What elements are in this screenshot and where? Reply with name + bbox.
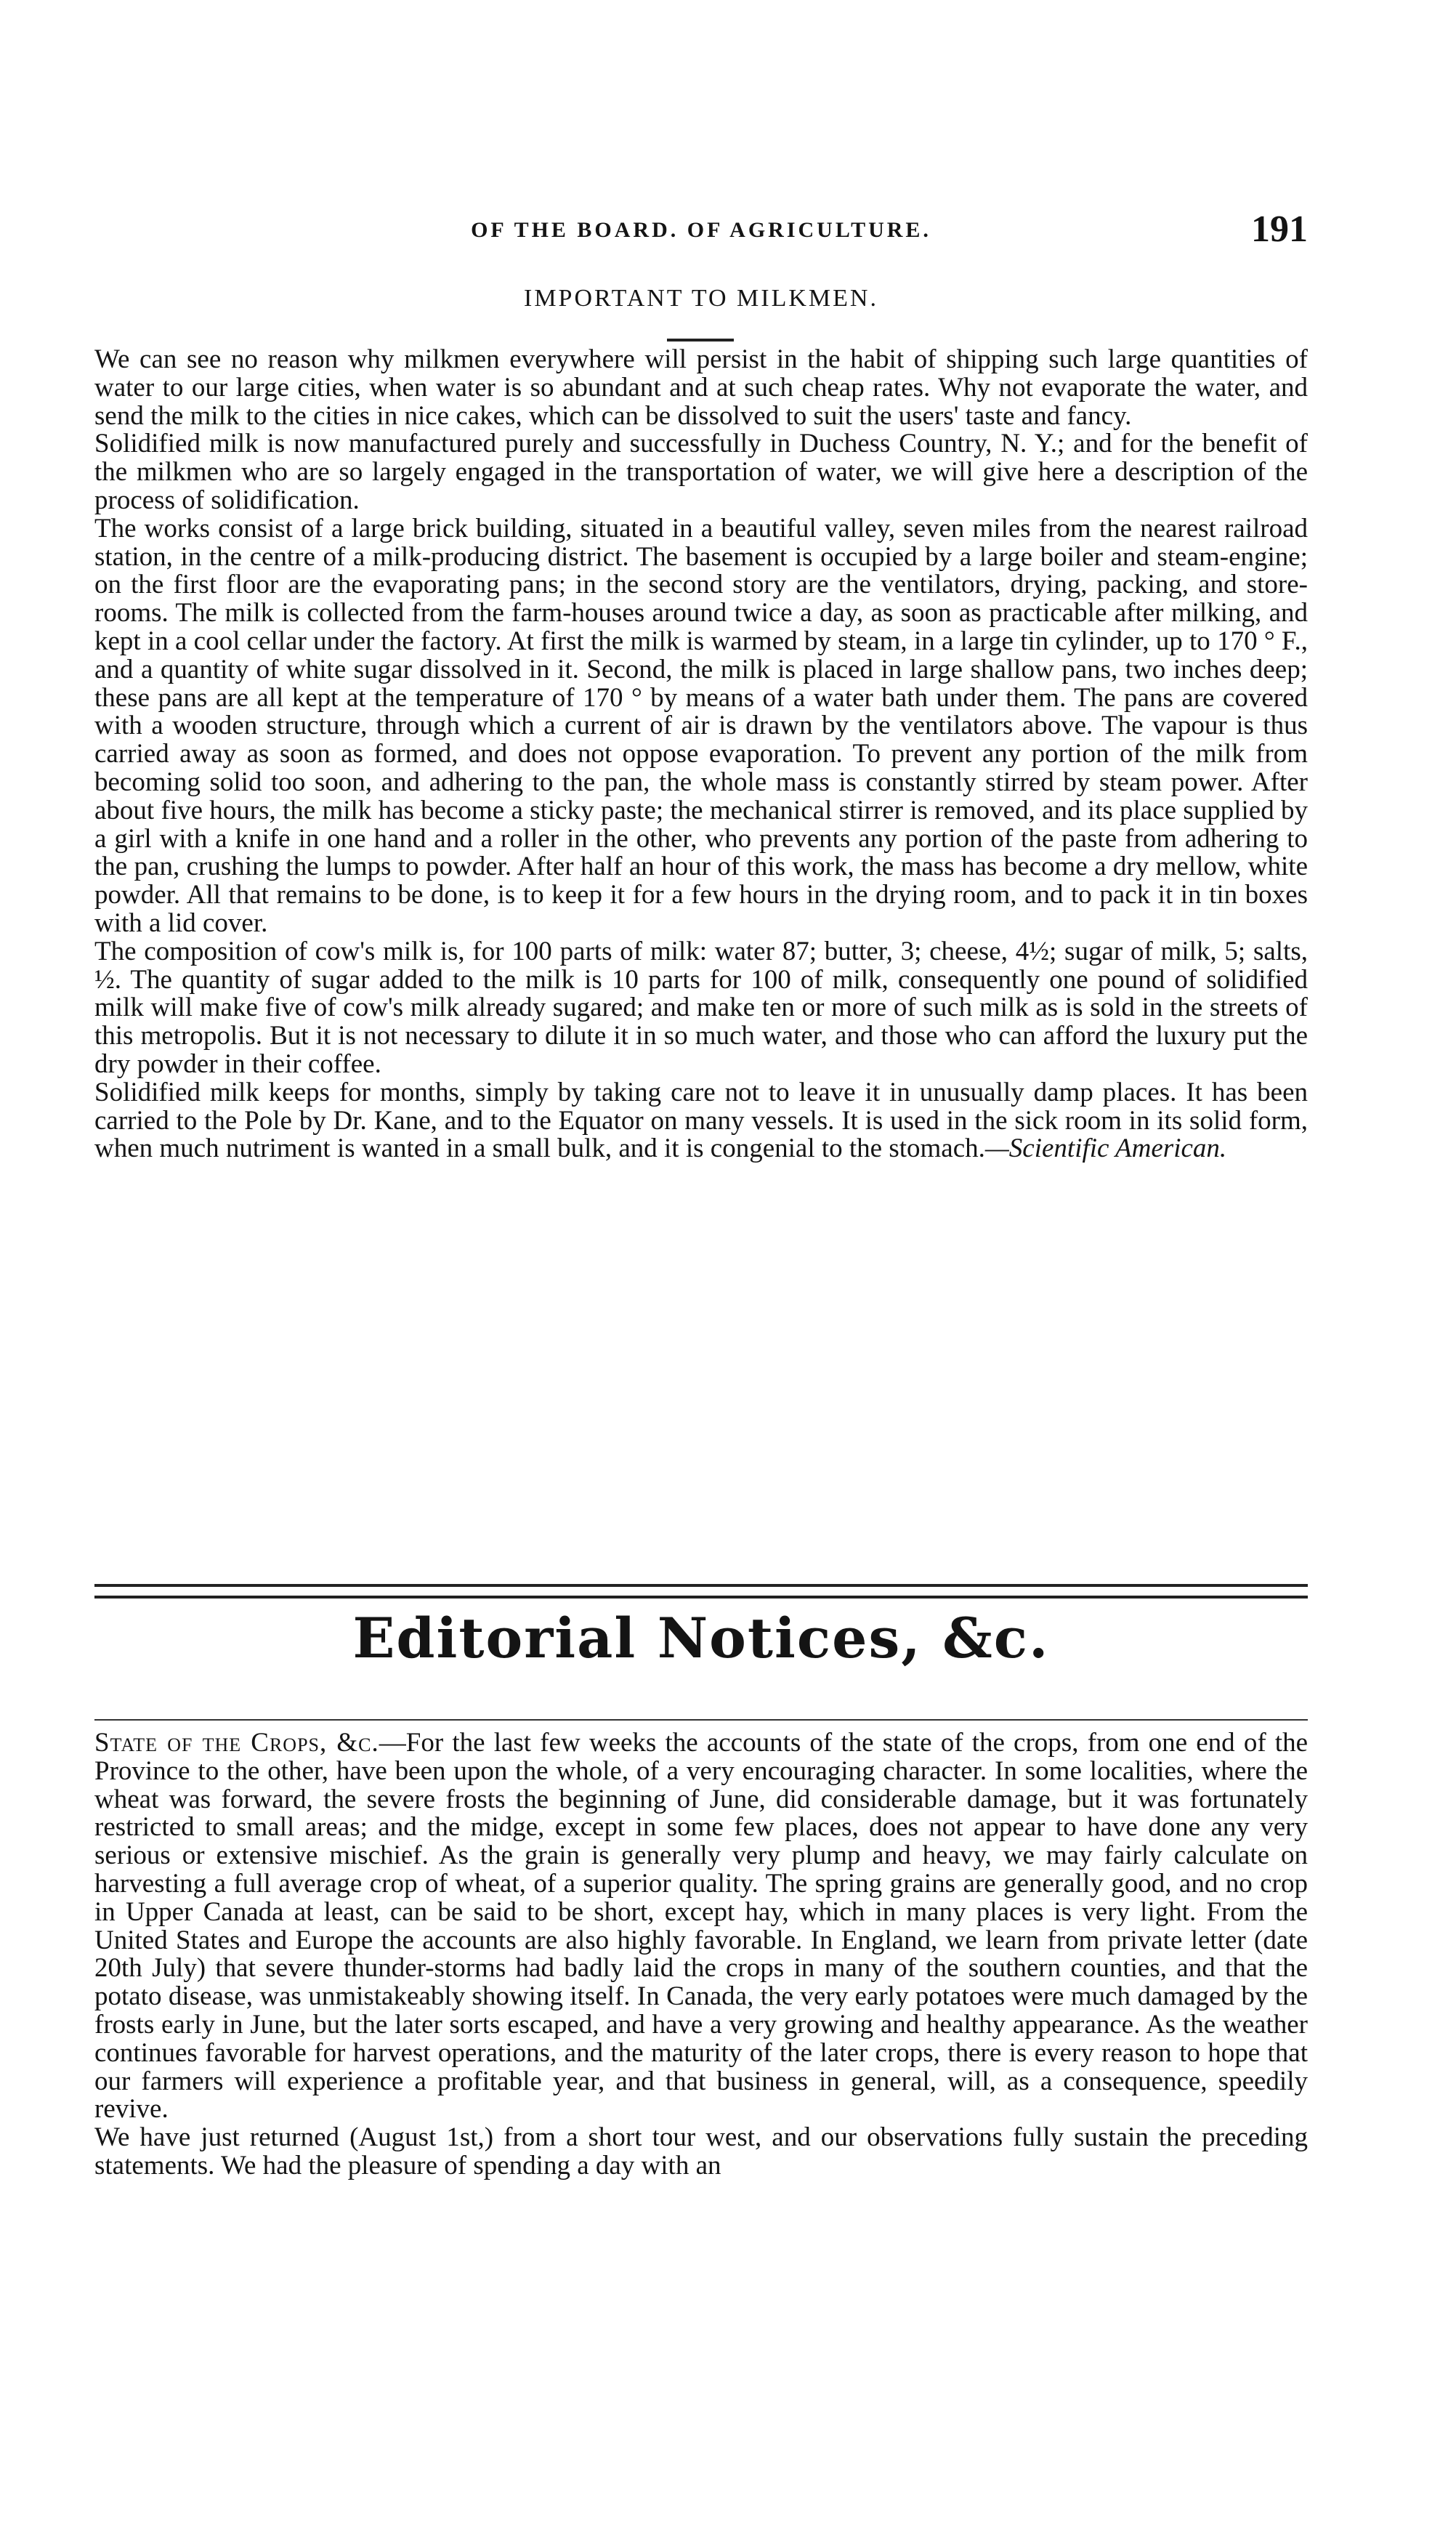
editorial-body — [94, 1729, 1308, 2181]
title-rule — [667, 339, 734, 341]
article-paragraph-5-text: Solidified milk keeps for months, simply by taking care not to leave it in unusually damp places. It has been carried to the Pole by Dr. Kane, and to the Equator on many vessels. It is used in the sick room in its solid form, when much nutriment is wanted in a small bulk, and it is congenial to the stomach. — [94, 1077, 1308, 1164]
editorial-paragraph-1-text: —For the last few weeks the accounts of the state of the crops, from one end of the Province to the other, have been upon the whole, of a very encouraging character. In some localities, where the wheat was forward, the severe frosts the beginning of June, did considerable damage, but it was fortunately restricted to small areas; and the midge, except in some few places, does not appear to have done any very serious or extensive mischief. As the grain is generally very plump and heavy, we may fairly calculate on harvesting a full average crop of wheat, of a superior quality. The spring grains are generally good, and no crop in Upper Canada at least, can be said to be short, except hay, which in many places is very light. From the United States and Europe the accounts are also highly favorable. In England, we learn from private letter (date 20th July) that severe thunder-storms had badly laid the crops in many of the southern counties, and that the potato disease, was unmistakeably showing itself. In Canada, the very early potatoes were much damaged by the frosts early in June, but the later sorts escaped, and have a very growing and healthy appearance. As the weather continues favorable for harvest operations, and the maturity of the later crops, there is every reason to hope that our farmers will experience a profitable year, and that business in general, will, as a consequence, speedily revive. — [94, 1728, 1309, 2125]
page-number: 191 — [1251, 209, 1308, 250]
article-paragraph-1: We can see no reason why milkmen everywhere will persist in the habit of shipping such large quantities of water to our large cities, when water is so abundant and at such cheap rates. Why not evaporate the water, and send the milk to the cities in nice cakes, which can be dissolved to suit the users' taste and fancy. — [94, 344, 1308, 431]
section-title: Editorial Notices, &c. — [352, 1606, 1050, 1670]
document-page — [94, 0, 1308, 2522]
article-paragraph-4: The composition of cow's milk is, for 100 parts of milk: water 87; butter, 3; cheese, 4½; sugar of milk, 5; salts, ½. The quantity of sugar added to the milk is 10 parts for 100 of milk, consequently one pound of solidified milk will make five of cow's milk already sugared; and make ten or more of such milk as is sold in the streets of this metropolis. But it is not necessary to dilute it in so much water, and those who can afford the luxury put the dry powder in their coffee. — [94, 936, 1308, 1079]
article-paragraph-3: The works consist of a large brick building, situated in a beautiful valley, seven miles from the nearest railroad station, in the centre of a milk-producing district. The basement is occupied by a large boiler and steam-engine; on the first floor are the evaporating pans; in the second story are the ventilators, drying, packing, and store-rooms. The milk is collected from the farm-houses around twice a day, as soon as practicable after milking, and kept in a cool cellar under the factory. At first the milk is warmed by steam, in a large tin cylinder, up to 170 ° F., and a quantity of white sugar dissolved in it. Second, the milk is placed in large shallow pans, two inches deep; these pans are all kept at the temperature of 170 ° by means of a water bath under them. The pans are covered with a wooden structure, through which a current of air is drawn by the ventilators above. The vapour is thus carried away as soon as formed, and does not oppose evaporation. To prevent any portion of the milk from becoming solid too soon, and adhering to the pan, the whole mass is constantly stirred by steam power. After about five hours, the milk has become a sticky paste; the mechanical stirrer is removed, and its place supplied by a girl with a knife in one hand and a roller in the other, who prevents any portion of the paste from adhering to the pan, crushing the lumps to powder. After half an hour of this work, the mass has become a dry mellow, white powder. All that remains to be done, is to keep it for a few hours in the drying room, and to pack it in tin boxes with a lid cover. — [94, 513, 1308, 938]
section-divider — [94, 1584, 1308, 1599]
article-body — [94, 346, 1308, 1163]
editorial-paragraph-1 — [94, 1729, 1308, 2124]
article-paragraph-2: Solidified milk is now manufactured purely and successfully in Duchess Country, N. Y.; and for the benefit of the milkmen who are so largely engaged in the transportation of water, we will give here a description of the process of solidification. — [94, 429, 1308, 515]
editorial-lead-in: State of the Crops, &c. — [94, 1728, 379, 1758]
running-head — [94, 209, 1308, 256]
section-title-rule — [94, 1719, 1308, 1721]
article-signature: —Scientific American. — [984, 1133, 1227, 1164]
editorial-paragraph-2: We have just returned (August 1st,) from a short tour west, and our observations fully sustain the preceding statements. We had the pleasure of spending a day with an — [94, 2122, 1308, 2181]
running-title: OF THE BOARD. OF AGRICULTURE. — [471, 218, 931, 242]
article-title: IMPORTANT TO MILKMEN. — [524, 285, 878, 312]
article-paragraph-5 — [94, 1079, 1308, 1163]
